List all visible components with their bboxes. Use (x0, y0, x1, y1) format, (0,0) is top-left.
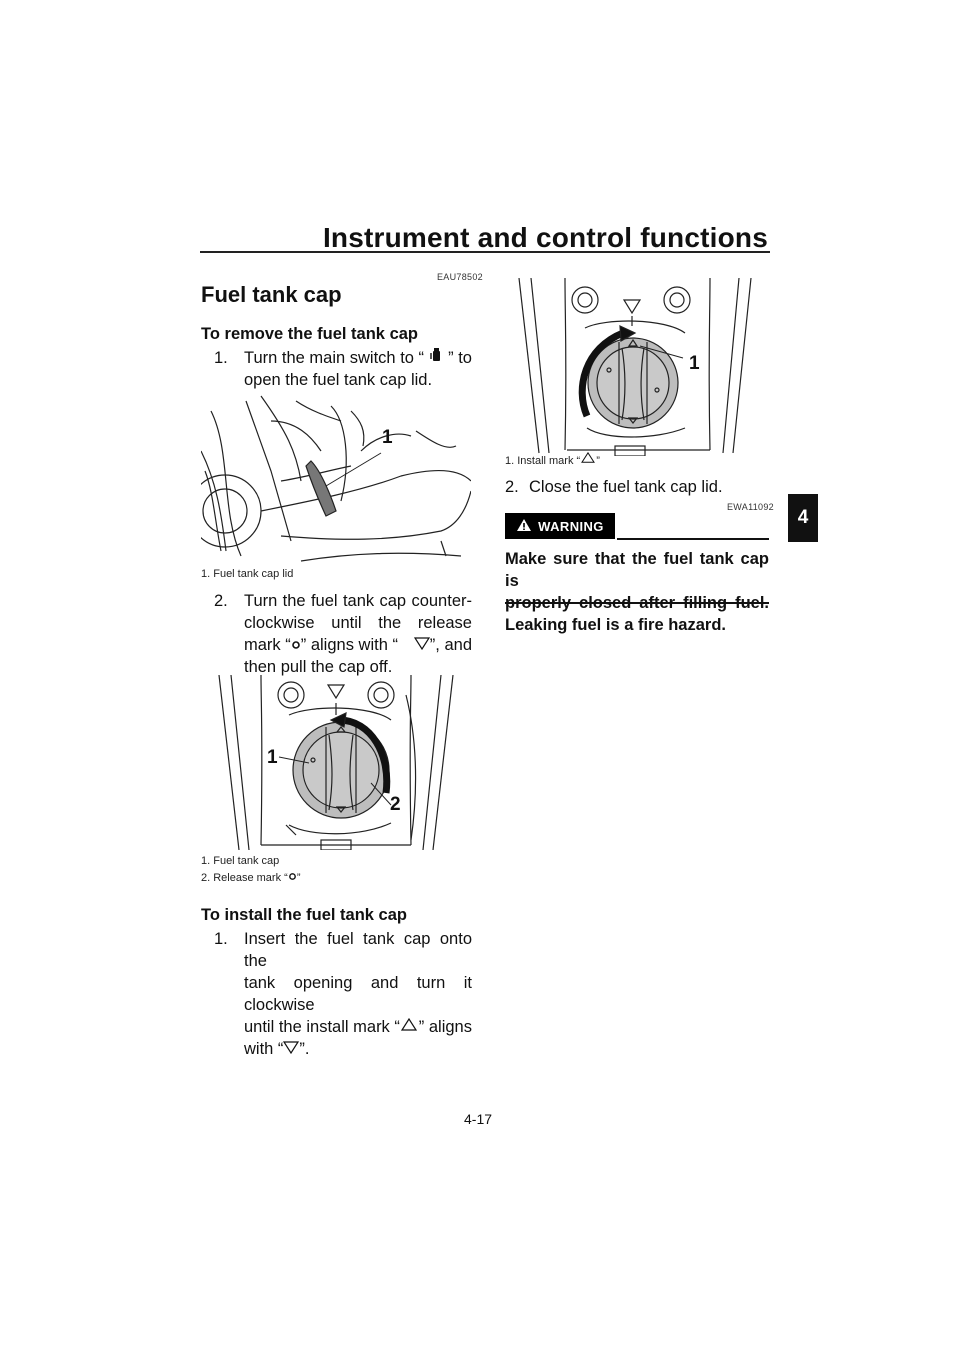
step-number: 1. (214, 930, 228, 948)
up-triangle-icon (580, 452, 596, 470)
page-number: 4-17 (464, 1111, 493, 1127)
callout-2: 2 (390, 794, 401, 815)
remove-step-1: 1. Turn the main switch to “ ” to open the fuel tank cap lid. (214, 349, 472, 389)
release-mark-icon (291, 634, 301, 656)
fuel-lid-switch-icon (429, 347, 443, 369)
figure-caption: 1. Install mark “ ” (505, 452, 600, 470)
warning-code: EWA11092 (727, 502, 774, 512)
figure-fuel-tank-cap-lid (201, 391, 471, 563)
remove-step-2: 2. Turn the fuel tank cap counter- clockwise until the release mark “ ” aligns with “ ”, and then pull the cap off. (214, 592, 472, 676)
section-title: Fuel tank cap (201, 282, 342, 307)
figure-fuel-tank-cap (201, 675, 471, 850)
page-header-title: Instrument and control functions (322, 222, 768, 253)
callout-1: 1 (689, 353, 700, 374)
figure-caption: 1. Fuel tank cap lid (201, 568, 294, 580)
step-text-cont: open the fuel tank cap lid. (244, 371, 433, 389)
warning-label-box (505, 513, 615, 539)
step-number: 2. (214, 592, 228, 610)
install-step-2 (505, 476, 769, 500)
figure-caption-2: 2. Release mark “ ” (201, 869, 300, 887)
section-code: EAU78502 (437, 272, 483, 282)
step-number: 1. (214, 349, 228, 367)
up-triangle-icon (400, 1016, 418, 1038)
warning-label: WARNING (538, 518, 604, 534)
step-number: 2. (505, 478, 519, 496)
install-step-1: 1. Insert the fuel tank cap onto the tank opening and turn it clockwise until the install mark “ ” aligns with “ ”. (214, 930, 472, 1058)
figure-caption-1: 1. Fuel tank cap (201, 855, 280, 867)
chapter-tab: 4 (788, 494, 818, 542)
step-text: Close the fuel tank cap lid. (529, 478, 723, 496)
remove-heading: To remove the fuel tank cap (201, 325, 418, 343)
release-mark-icon (288, 869, 297, 887)
figure-install-mark (505, 278, 769, 456)
step-text: Turn the main switch to “ (244, 349, 425, 367)
callout-1: 1 (267, 747, 278, 768)
warning-rule-top (617, 538, 769, 540)
warning-text: Make sure that the fuel tank cap is properly closed after filling fuel. Leaking fuel is a fire hazard. (505, 550, 769, 634)
header-divider (200, 251, 770, 253)
warning-triangle-icon (516, 518, 532, 535)
install-heading: To install the fuel tank cap (201, 906, 407, 924)
down-triangle-icon (414, 634, 430, 656)
down-triangle-icon (283, 1038, 299, 1060)
warning-rule-bottom (505, 602, 769, 604)
callout-1: 1 (382, 427, 393, 448)
